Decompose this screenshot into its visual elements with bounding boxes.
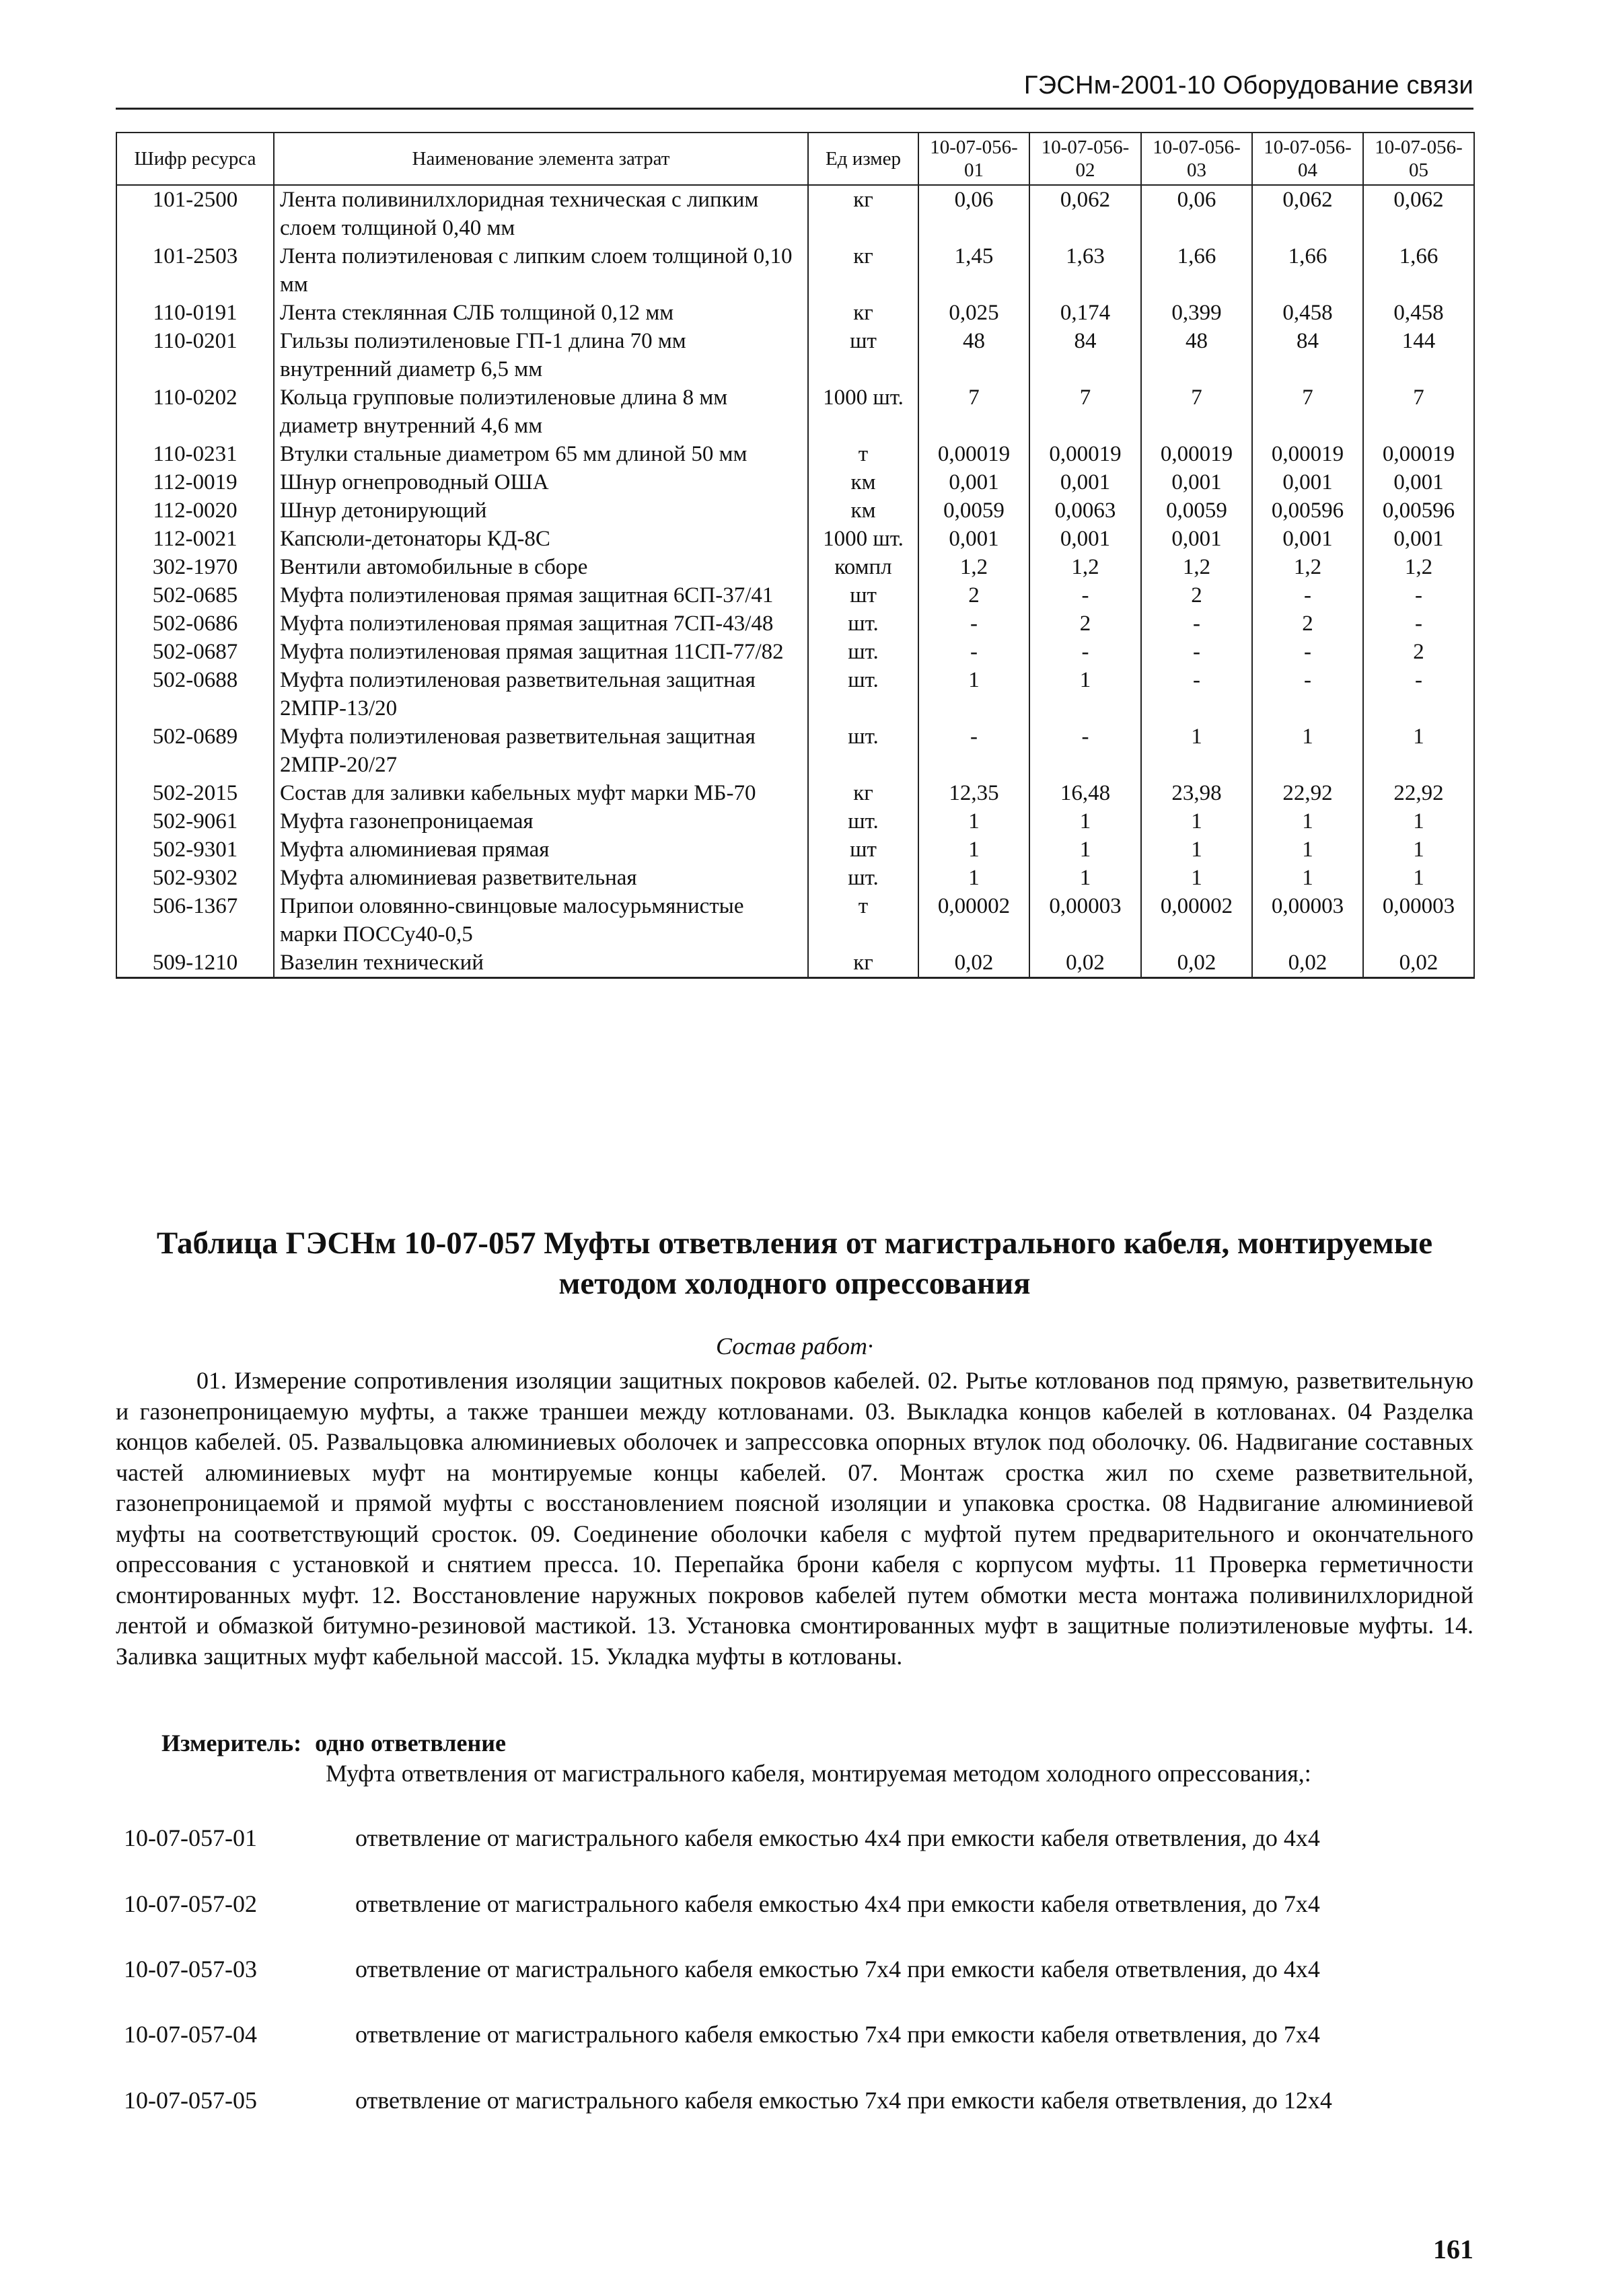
resource-unit: шт. (808, 807, 918, 836)
resource-value: 1 (1029, 864, 1141, 892)
resource-value: 1 (1141, 836, 1252, 864)
item-intro: Муфта ответвления от магистрального кабеля, монтируемая методом холодного опрессования,: (326, 1760, 1311, 1787)
item-code: 10-07-057-03 (124, 1956, 257, 1983)
resource-value: 0,062 (1029, 185, 1141, 242)
table-row (116, 864, 1474, 892)
resource-code: 502-0687 (116, 638, 274, 666)
resource-value: 0,00019 (1363, 440, 1474, 468)
resource-value: 0,00596 (1252, 496, 1363, 525)
resources-table (116, 132, 1475, 979)
resource-value: 1,2 (1363, 553, 1474, 581)
resource-value: 2 (1363, 638, 1474, 666)
table-row (116, 383, 1474, 440)
table-header-row (116, 133, 1474, 185)
resource-value: 0,001 (1363, 525, 1474, 553)
resource-value: 0,00019 (1141, 440, 1252, 468)
resource-unit: т (808, 440, 918, 468)
resource-value: - (918, 638, 1029, 666)
resource-value: 0,00019 (1252, 440, 1363, 468)
section-title: Таблица ГЭСНм 10-07-057 Муфты ответвления от магистрального кабеля, монтируемые методом холодного опрессования (156, 1226, 1433, 1301)
resource-value: 1,63 (1029, 242, 1141, 299)
resource-value: 1 (1363, 807, 1474, 836)
col-header-056-02: 10-07-056-02 (1029, 133, 1141, 185)
resource-value: 1 (1252, 723, 1363, 779)
resource-unit: шт. (808, 864, 918, 892)
resource-code: 110-0202 (116, 383, 274, 440)
resource-value: 0,00002 (1141, 892, 1252, 949)
resource-unit: км (808, 496, 918, 525)
resource-value: 1 (1141, 723, 1252, 779)
resource-code: 502-0688 (116, 666, 274, 723)
resource-value: - (1141, 609, 1252, 638)
resource-name: Шнур огнепроводный ОША (274, 468, 808, 496)
resource-code: 112-0020 (116, 496, 274, 525)
resource-value: 7 (1029, 383, 1141, 440)
resource-value: 0,062 (1252, 185, 1363, 242)
table-row (116, 299, 1474, 327)
resource-value: 0,00002 (918, 892, 1029, 949)
measure-line (161, 1729, 506, 1757)
resource-name: Шнур детонирующий (274, 496, 808, 525)
resource-name: Вазелин технический (274, 949, 808, 978)
resource-value: - (1363, 609, 1474, 638)
resource-value: 1,66 (1363, 242, 1474, 299)
item-code: 10-07-057-02 (124, 1890, 257, 1917)
resource-value: 16,48 (1029, 779, 1141, 807)
resource-name: Муфта газонепроницаемая (274, 807, 808, 836)
resource-value: 0,001 (1141, 468, 1252, 496)
resource-code: 502-2015 (116, 779, 274, 807)
resource-value: 1 (918, 666, 1029, 723)
table-row (116, 666, 1474, 723)
page-header (116, 62, 1473, 110)
table-row (116, 525, 1474, 553)
resource-unit: шт. (808, 609, 918, 638)
resource-name: Гильзы полиэтиленовые ГП-1 длина 70 мм внутренний диаметр 6,5 мм (274, 327, 808, 383)
resource-value: 0,06 (1141, 185, 1252, 242)
resource-unit: кг (808, 299, 918, 327)
resource-code: 502-9061 (116, 807, 274, 836)
resource-unit: шт (808, 327, 918, 383)
resource-value: 0,001 (1252, 468, 1363, 496)
resource-value: - (918, 609, 1029, 638)
table-row (116, 553, 1474, 581)
resource-value: 0,00596 (1363, 496, 1474, 525)
resource-code: 506-1367 (116, 892, 274, 949)
resource-value: 1 (918, 807, 1029, 836)
resource-value: 22,92 (1252, 779, 1363, 807)
resource-value: 0,00003 (1363, 892, 1474, 949)
resource-unit: кг (808, 185, 918, 242)
col-header-name: Наименование элемента затрат (274, 133, 808, 185)
resource-value: - (1252, 666, 1363, 723)
resource-code: 502-0689 (116, 723, 274, 779)
resource-code: 112-0021 (116, 525, 274, 553)
resource-value: 0,02 (1252, 949, 1363, 978)
resource-value: 0,001 (1141, 525, 1252, 553)
resource-value: 0,001 (1029, 525, 1141, 553)
resource-value: 1,66 (1141, 242, 1252, 299)
resource-unit: 1000 шт. (808, 383, 918, 440)
resource-value: 22,92 (1363, 779, 1474, 807)
resource-value: 1 (1252, 836, 1363, 864)
resource-code: 110-0201 (116, 327, 274, 383)
table-row (116, 723, 1474, 779)
resource-value: 144 (1363, 327, 1474, 383)
table-row (116, 242, 1474, 299)
resource-value: 1,66 (1252, 242, 1363, 299)
resource-value: 2 (1252, 609, 1363, 638)
item-text: ответвление от магистрального кабеля емкостью 7x4 при емкости кабеля ответвления, до 12x4 (355, 2087, 1332, 2114)
resource-value: 0,458 (1363, 299, 1474, 327)
resource-unit: шт (808, 581, 918, 609)
table-row (116, 892, 1474, 949)
resource-value: 1,2 (1141, 553, 1252, 581)
resource-code: 112-0019 (116, 468, 274, 496)
resource-name: Муфта алюминиевая прямая (274, 836, 808, 864)
resource-unit: шт. (808, 638, 918, 666)
resource-value: 1,2 (918, 553, 1029, 581)
resource-value: 0,02 (1363, 949, 1474, 978)
resource-code: 509-1210 (116, 949, 274, 978)
resource-unit: шт. (808, 666, 918, 723)
resource-value: 2 (1029, 609, 1141, 638)
resource-value: 0,02 (1029, 949, 1141, 978)
resource-value: 48 (918, 327, 1029, 383)
col-header-056-01: 10-07-056-01 (918, 133, 1029, 185)
item-code: 10-07-057-04 (124, 2021, 257, 2048)
resource-value: 1,45 (918, 242, 1029, 299)
resource-name: Лента стеклянная СЛБ толщиной 0,12 мм (274, 299, 808, 327)
resource-value: 0,399 (1141, 299, 1252, 327)
resource-value: - (1029, 723, 1141, 779)
resource-value: 1 (1363, 864, 1474, 892)
resource-value: 1 (1141, 864, 1252, 892)
resource-unit: кг (808, 242, 918, 299)
resource-value: 1,2 (1252, 553, 1363, 581)
table-row (116, 581, 1474, 609)
table-row (116, 779, 1474, 807)
resource-unit: компл (808, 553, 918, 581)
resource-name: Муфта полиэтиленовая прямая защитная 7СП-43/48 (274, 609, 808, 638)
resource-value: 7 (1141, 383, 1252, 440)
resource-value: 1 (918, 836, 1029, 864)
resource-value: - (1252, 581, 1363, 609)
resource-code: 502-0686 (116, 609, 274, 638)
resource-code: 302-1970 (116, 553, 274, 581)
table-row (116, 638, 1474, 666)
resource-value: - (1363, 581, 1474, 609)
resource-value: 84 (1252, 327, 1363, 383)
resource-value: 1 (1029, 807, 1141, 836)
table-row (116, 440, 1474, 468)
item-text: ответвление от магистрального кабеля емкостью 4x4 при емкости кабеля ответвления, до 7x4 (355, 1890, 1320, 1917)
resource-name: Состав для заливки кабельных муфт марки МБ-70 (274, 779, 808, 807)
resource-value: 7 (1252, 383, 1363, 440)
resource-value: - (1141, 638, 1252, 666)
resource-unit: кг (808, 949, 918, 978)
table-row (116, 949, 1474, 978)
table-row (116, 468, 1474, 496)
header-title: ГЭСНм-2001-10 Оборудование связи (1023, 71, 1473, 100)
resource-value: 0,001 (918, 525, 1029, 553)
resource-value: 0,025 (918, 299, 1029, 327)
resource-value: 1,2 (1029, 553, 1141, 581)
resource-value: 2 (918, 581, 1029, 609)
table-row (116, 836, 1474, 864)
work-composition-text: 01. Измерение сопротивления изоляции защитных покровов кабелей. 02. Рытье котлованов под прямую, разветвительную и газонепроницаемую муфты, а также траншеи между котлованами. 03. Выкладка концов кабелей в котлованах. 04 Разделка концов кабелей. 05. Развальцовка алюминиевых оболочек и запрессовка опорных втулок под оболочку. 06. Надвигание составных частей алюминиевых муфт на монтируемые концы кабелей. 07. Монтаж сростка жил по схеме разветвительной, газонепроницаемой и прямой муфты с восстановлением поясной изоляции и упаковка сростка. 08 Надвигание алюминиевой муфты на соответствующий сросток. 09. Соединение оболочки кабеля с муфтой путем предварительного и окончательного опрессования с установкой и снятием пресса. 10. Перепайка брони кабеля с корпусом муфты. 11 Проверка герметичности смонтированных муфт. 12. Восстановление наружных покровов кабелей путем обмотки места монтажа поливинилхлоридной лентой и обмазкой битумно-резиновой мастикой. 13. Установка смонтированных муфт в защитные полиэтиленовые муфты. 14. Заливка защитных муфт кабельной массой. 15. Укладка муфты в котлованы. (116, 1367, 1473, 1670)
table-row (116, 327, 1474, 383)
resource-value: 0,0059 (1141, 496, 1252, 525)
resource-unit: шт. (808, 723, 918, 779)
resource-unit: км (808, 468, 918, 496)
resource-value: 0,02 (1141, 949, 1252, 978)
resource-value: 84 (1029, 327, 1141, 383)
resource-name: Муфта полиэтиленовая прямая защитная 6СП-37/41 (274, 581, 808, 609)
resource-name: Муфта полиэтиленовая прямая защитная 11СП-77/82 (274, 638, 808, 666)
resource-value: 23,98 (1141, 779, 1252, 807)
work-composition-title: Состав работ· (716, 1333, 873, 1360)
resource-name: Муфта алюминиевая разветвительная (274, 864, 808, 892)
resource-value: 0,00003 (1029, 892, 1141, 949)
resource-value: - (1141, 666, 1252, 723)
item-text: ответвление от магистрального кабеля емкостью 7x4 при емкости кабеля ответвления, до 7x4 (355, 2021, 1320, 2048)
resource-value: 0,001 (1252, 525, 1363, 553)
resource-value: 0,0059 (918, 496, 1029, 525)
table-body (116, 185, 1474, 978)
item-code: 10-07-057-01 (124, 1824, 257, 1851)
resource-name: Муфта полиэтиленовая разветвительная защитная 2МПР-13/20 (274, 666, 808, 723)
resource-code: 101-2503 (116, 242, 274, 299)
resource-value: 1 (1141, 807, 1252, 836)
resource-name: Лента полиэтиленовая с липким слоем толщиной 0,10 мм (274, 242, 808, 299)
resource-code: 502-9301 (116, 836, 274, 864)
col-header-code: Шифр ресурса (116, 133, 274, 185)
resource-value: 0,0063 (1029, 496, 1141, 525)
resource-name: Кольца групповые полиэтиленовые длина 8 мм диаметр внутренний 4,6 мм (274, 383, 808, 440)
resource-value: 12,35 (918, 779, 1029, 807)
resource-value: 1 (1029, 836, 1141, 864)
table-row (116, 807, 1474, 836)
col-header-unit: Ед измер (808, 133, 918, 185)
resource-value: - (1252, 638, 1363, 666)
table-row (116, 609, 1474, 638)
resource-value: - (1363, 666, 1474, 723)
resource-unit: шт (808, 836, 918, 864)
page-number: 161 (1433, 2234, 1473, 2264)
resource-name: Втулки стальные диаметром 65 мм длиной 50 мм (274, 440, 808, 468)
resource-value: 1 (1252, 864, 1363, 892)
resource-name: Капсюли-детонаторы КД-8С (274, 525, 808, 553)
resource-unit: 1000 шт. (808, 525, 918, 553)
col-header-056-05: 10-07-056-05 (1363, 133, 1474, 185)
resource-value: 0,00003 (1252, 892, 1363, 949)
resource-name: Вентили автомобильные в сборе (274, 553, 808, 581)
resource-value: - (1029, 638, 1141, 666)
resource-name: Припои оловянно-свинцовые малосурьмянистые марки ПОССу40-0,5 (274, 892, 808, 949)
item-code: 10-07-057-05 (124, 2087, 257, 2114)
resource-value: 0,06 (918, 185, 1029, 242)
resource-code: 110-0191 (116, 299, 274, 327)
resource-code: 110-0231 (116, 440, 274, 468)
resource-value: 1 (1363, 723, 1474, 779)
resource-unit: кг (808, 779, 918, 807)
resource-value: 48 (1141, 327, 1252, 383)
item-text: ответвление от магистрального кабеля емкостью 7x4 при емкости кабеля ответвления, до 4x4 (355, 1956, 1320, 1983)
resource-value: 0,02 (918, 949, 1029, 978)
resource-unit: т (808, 892, 918, 949)
item-text: ответвление от магистрального кабеля емкостью 4x4 при емкости кабеля ответвления, до 4x4 (355, 1824, 1320, 1851)
resource-value: 2 (1141, 581, 1252, 609)
measure-label: Измеритель: (161, 1730, 302, 1756)
resource-value: 0,062 (1363, 185, 1474, 242)
measure-value: одно ответвление (315, 1730, 506, 1756)
col-header-056-04: 10-07-056-04 (1252, 133, 1363, 185)
resource-value: 0,174 (1029, 299, 1141, 327)
resource-value: 0,458 (1252, 299, 1363, 327)
resource-value: 1 (1252, 807, 1363, 836)
resource-value: 0,00019 (918, 440, 1029, 468)
resource-code: 101-2500 (116, 185, 274, 242)
resource-code: 502-9302 (116, 864, 274, 892)
resource-value: 7 (1363, 383, 1474, 440)
resource-value: 7 (918, 383, 1029, 440)
resource-value: 0,001 (1029, 468, 1141, 496)
resource-value: - (918, 723, 1029, 779)
resource-name: Лента поливинилхлоридная техническая с липким слоем толщиной 0,40 мм (274, 185, 808, 242)
resource-value: 1 (1363, 836, 1474, 864)
resource-value: 0,001 (1363, 468, 1474, 496)
resource-value: 1 (1029, 666, 1141, 723)
table-row (116, 185, 1474, 242)
resource-value: 0,00019 (1029, 440, 1141, 468)
resource-value: 1 (918, 864, 1029, 892)
table-row (116, 496, 1474, 525)
resource-value: - (1029, 581, 1141, 609)
resource-name: Муфта полиэтиленовая разветвительная защитная 2МПР-20/27 (274, 723, 808, 779)
resource-value: 0,001 (918, 468, 1029, 496)
resource-code: 502-0685 (116, 581, 274, 609)
col-header-056-03: 10-07-056-03 (1141, 133, 1252, 185)
